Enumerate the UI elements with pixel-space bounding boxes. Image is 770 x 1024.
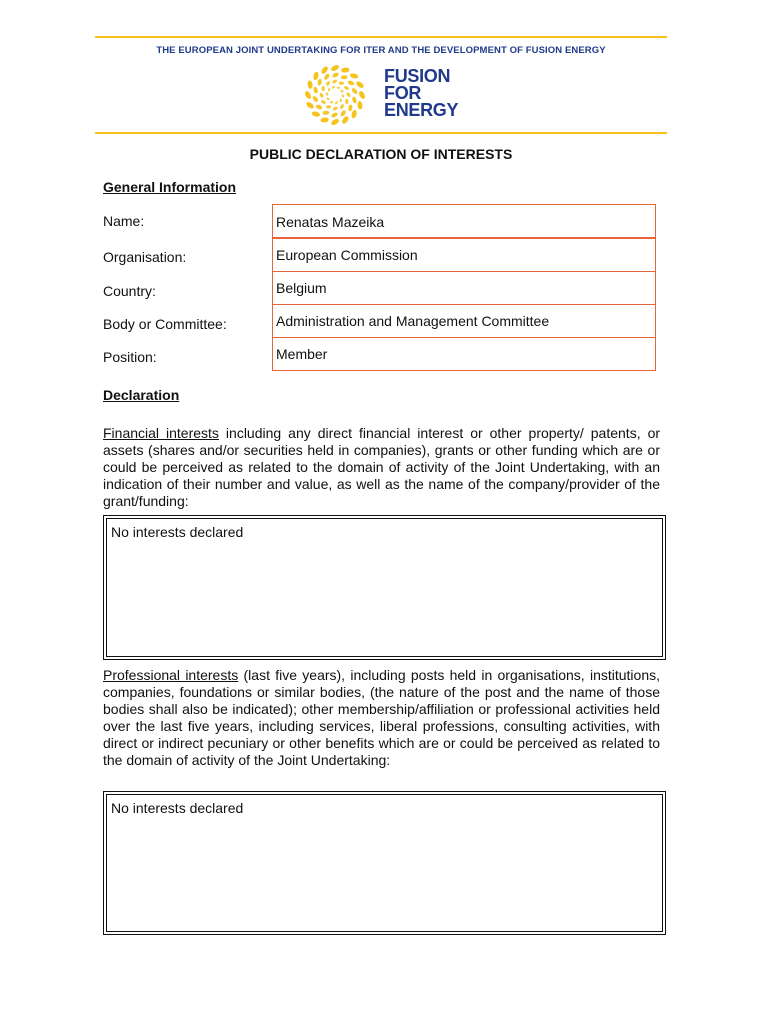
- logo-petal: [313, 71, 320, 80]
- professional-interests-answer[interactable]: No interests declared: [106, 794, 663, 932]
- logo-petal: [339, 103, 344, 109]
- financial-interests-text: including any direct financial interest or other property/ patents, or assets (shares and/or securities held in companies), grants or other funding which are or could be perceived as related to the domain of activity of the Joint Undertaking, with an indication of their number and value, as well as the name of the company/provider of the grant/funding:: [103, 425, 661, 509]
- organisation-field[interactable]: European Commission: [272, 238, 656, 272]
- logo-petal: [347, 80, 355, 86]
- logo-petal: [320, 117, 329, 123]
- position-field[interactable]: Member: [272, 337, 656, 371]
- logo-petal: [351, 109, 358, 118]
- logo-petal: [332, 79, 338, 84]
- logo-petal: [336, 86, 340, 89]
- logo-petal: [334, 101, 338, 105]
- logo-petal: [305, 101, 315, 110]
- logo-line: FUSION: [384, 66, 451, 86]
- logo-petal: [328, 88, 331, 92]
- logo-petal: [330, 101, 334, 104]
- logo-petal: [304, 90, 312, 100]
- logo-petal: [307, 80, 313, 89]
- logo-petal: [312, 95, 319, 103]
- document-title: PUBLIC DECLARATION OF INTERESTS: [249, 146, 513, 162]
- logo-petal: [326, 97, 330, 101]
- logo-petal: [341, 75, 348, 79]
- country-label: Country:: [103, 283, 156, 299]
- professional-interests-term: Professional interests: [103, 667, 239, 683]
- professional-interests-description: [103, 667, 660, 769]
- logo-petal: [319, 92, 324, 98]
- logo-petal: [341, 67, 350, 73]
- logo-petal: [331, 112, 339, 119]
- logo-petal: [315, 104, 323, 110]
- logo-petal: [352, 96, 358, 104]
- logo-petal: [317, 78, 322, 85]
- logo-petal: [348, 104, 353, 111]
- logo-petal: [320, 65, 329, 75]
- logo-petal: [340, 109, 347, 117]
- logo-wordmark: [384, 68, 504, 119]
- header-top-rule: [95, 36, 667, 38]
- logo-petal: [339, 81, 344, 84]
- declaration-heading: Declaration: [103, 387, 180, 403]
- organisation-label: Organisation:: [103, 249, 187, 265]
- logo-petal: [355, 80, 365, 89]
- organisation-banner: THE EUROPEAN JOINT UNDERTAKING FOR ITER AND THE DEVELOPMENT OF FUSION ENERGY: [156, 45, 606, 56]
- professional-interests-text: (last five years), including posts held in organisations, institutions, companies, foundations or similar bodies, (the nature of the post and the name of those bodies shall also be indicated); other membership/affiliation or professional activities held over the last five years, including services, liberal professions, consulting activities, with direct or indirect pecuniary or other benefits which are or could be perceived as related to the domain of activity of the Joint Undertaking:: [103, 667, 660, 768]
- logo-petal: [326, 105, 331, 108]
- logo-petal: [343, 85, 349, 90]
- logo-petal: [320, 99, 326, 104]
- logo-petal: [331, 85, 335, 89]
- general-information-heading: General Information: [103, 179, 237, 195]
- position-label: Position:: [103, 349, 157, 365]
- logo-line: FOR: [384, 83, 422, 103]
- logo-petal: [321, 86, 324, 91]
- name-label: Name:: [103, 213, 145, 229]
- financial-interests-answer-box[interactable]: [103, 515, 666, 660]
- country-field[interactable]: Belgium: [272, 271, 656, 305]
- logo-petal: [332, 72, 340, 79]
- logo-petal: [358, 90, 366, 100]
- professional-interests-answer-box[interactable]: [103, 791, 666, 935]
- logo-petal: [311, 111, 320, 118]
- logo-petal: [340, 89, 344, 93]
- logo-petal: [341, 94, 344, 98]
- body-committee-field[interactable]: Administration and Management Committee: [272, 304, 656, 338]
- logo-petal: [339, 98, 342, 102]
- logo-petal: [357, 101, 363, 110]
- logo-petal: [325, 80, 330, 86]
- body-committee-label: Body or Committee:: [103, 316, 227, 332]
- financial-interests-description: [103, 425, 660, 510]
- financial-interests-term: Financial interests: [103, 425, 219, 441]
- logo-petal: [322, 111, 329, 115]
- header-bottom-rule: [95, 132, 667, 134]
- logo-petal: [330, 64, 340, 72]
- logo-petal: [325, 92, 328, 96]
- logo-petal: [332, 106, 338, 111]
- logo-line: ENERGY: [384, 100, 459, 120]
- name-field[interactable]: Renatas Mazeika: [272, 204, 656, 238]
- logo-petal: [349, 73, 358, 80]
- logo-petal: [341, 115, 350, 125]
- fusion-sun-icon: [304, 64, 366, 126]
- logo-petal: [323, 73, 330, 81]
- logo-petal: [346, 92, 351, 98]
- logo-petal: [313, 86, 319, 94]
- logo-petal: [351, 87, 358, 95]
- logo-petal: [345, 99, 348, 104]
- logo-petal: [330, 118, 340, 126]
- financial-interests-answer[interactable]: No interests declared: [106, 518, 663, 657]
